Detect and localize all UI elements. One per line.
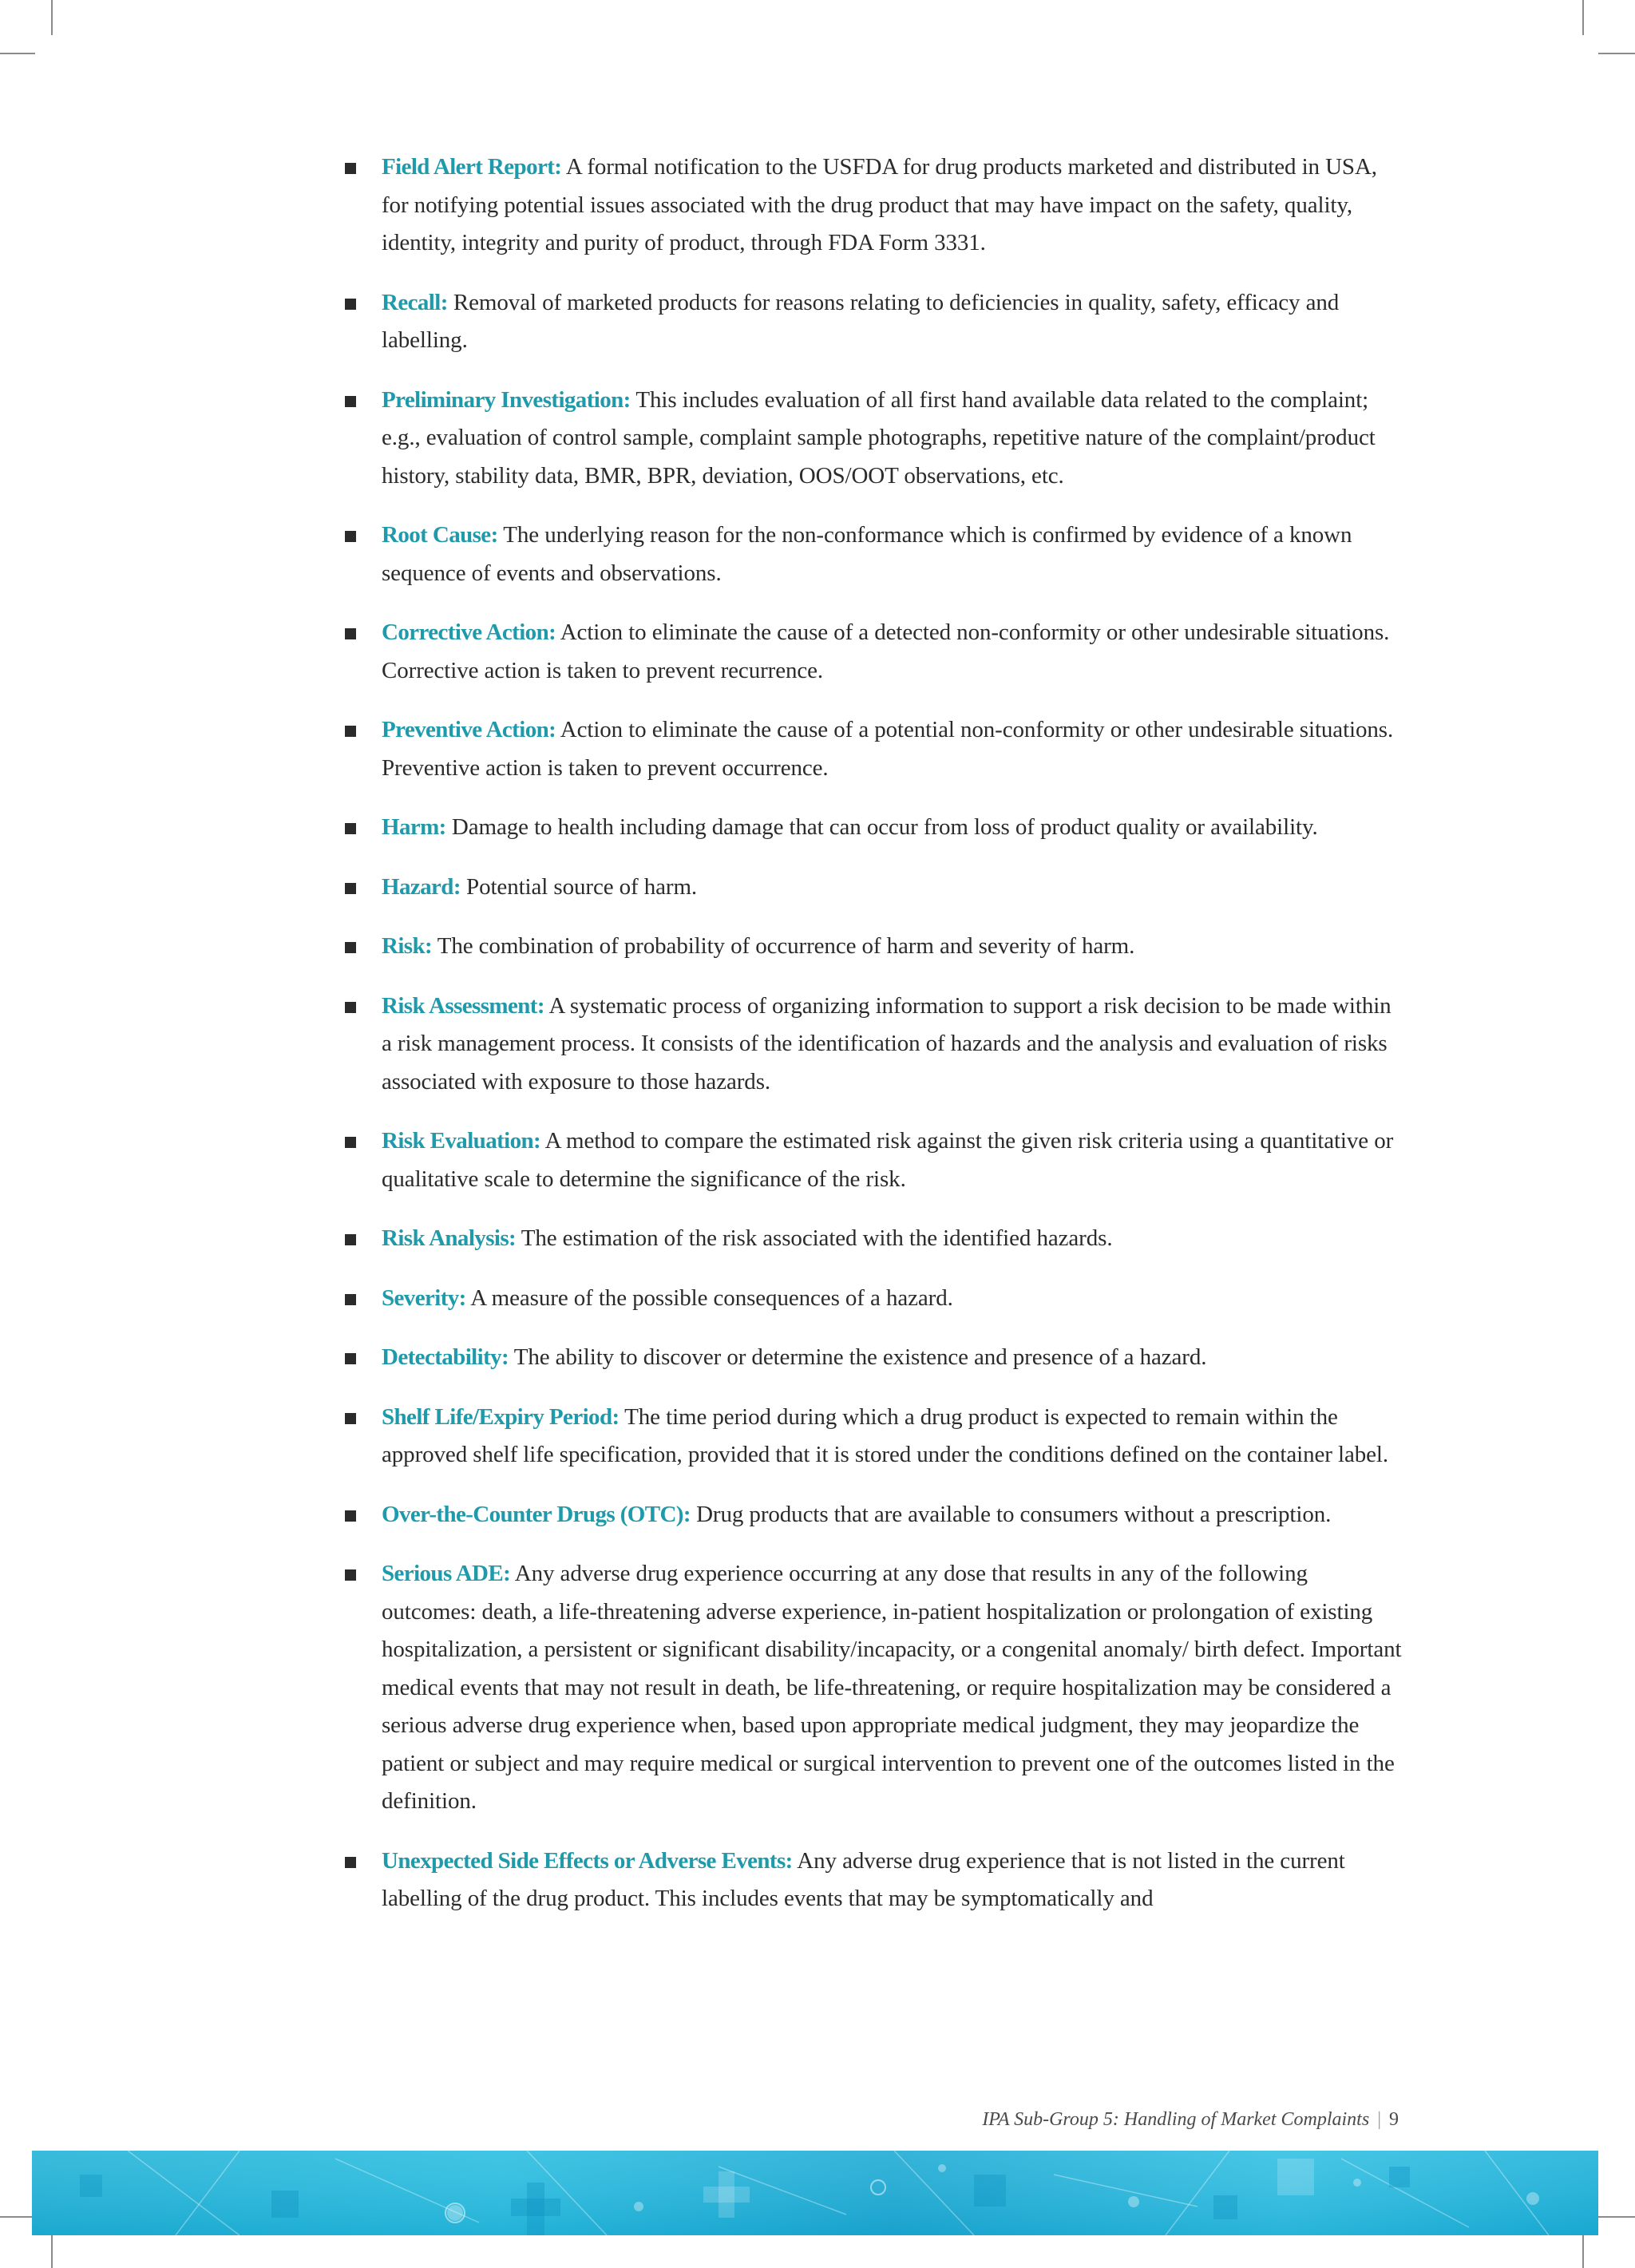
definition-term: Risk: bbox=[382, 933, 433, 959]
definition-item bbox=[342, 614, 1403, 690]
square-bullet-icon bbox=[345, 883, 356, 894]
square-bullet-icon bbox=[345, 531, 356, 542]
square-bullet-icon bbox=[345, 299, 356, 310]
definitions-section bbox=[342, 148, 1403, 1940]
square-bullet-icon bbox=[345, 1002, 356, 1013]
definition-term: Preventive Action: bbox=[382, 717, 556, 742]
definition-item bbox=[342, 1843, 1403, 1918]
decorative-banner bbox=[32, 2151, 1598, 2235]
definition-item bbox=[342, 1220, 1403, 1258]
definition-term: Unexpected Side Effects or Adverse Events: bbox=[382, 1847, 793, 1874]
definition-term: Over-the-Counter Drugs (OTC): bbox=[382, 1501, 691, 1527]
square-bullet-icon bbox=[345, 726, 356, 737]
banner-pattern bbox=[32, 2151, 1598, 2235]
square-bullet-icon bbox=[345, 1137, 356, 1148]
definition-item bbox=[342, 988, 1403, 1102]
footer-title: IPA Sub-Group 5: Handling of Market Complaints bbox=[982, 2109, 1370, 2130]
definition-text: The underlying reason for the non-conformance which is confirmed by evidence of a known sequence of events and observations. bbox=[382, 522, 1352, 586]
definition-item bbox=[342, 809, 1403, 847]
definition-term: Field Alert Report: bbox=[382, 154, 562, 180]
crop-mark bbox=[1598, 2216, 1635, 2218]
definition-item bbox=[342, 1339, 1403, 1377]
definition-item bbox=[342, 711, 1403, 787]
definition-text: The combination of probability of occurrence of harm and severity of harm. bbox=[437, 933, 1135, 959]
square-bullet-icon bbox=[345, 628, 356, 639]
crop-mark bbox=[1598, 53, 1635, 54]
definitions-list bbox=[342, 148, 1403, 1918]
crop-mark bbox=[51, 0, 53, 35]
definition-item bbox=[342, 284, 1403, 360]
footer-separator: | bbox=[1377, 2109, 1381, 2130]
crop-mark bbox=[0, 2216, 35, 2218]
definition-text: The time period during which a drug product is expected to remain within the approved shelf life specification, provided that it is stored under the conditions defined on the container label. bbox=[382, 1403, 1388, 1467]
definition-text: This includes evaluation of all first hand available data related to the complaint; e.g., evaluation of control sample, complaint sample photographs, repetitive nature of the complaint/product history, stability data, BMR, BPR, deviation, OOS/OOT observations, etc. bbox=[382, 386, 1376, 489]
page-number: 9 bbox=[1389, 2109, 1399, 2130]
definition-text: Removal of marketed products for reasons relating to deficiencies in quality, safety, efficacy and labelling. bbox=[382, 289, 1340, 353]
definition-text: A formal notification to the USFDA for drug products marketed and distributed in USA, for notifying potential issues associated with the drug product that may have impact on the safety, quality, identity, integrity and purity of product, through FDA Form 3331. bbox=[382, 154, 1377, 255]
definition-item bbox=[342, 869, 1403, 907]
crop-mark bbox=[0, 53, 35, 54]
definition-term: Risk Evaluation: bbox=[382, 1128, 541, 1154]
definition-term: Detectability: bbox=[382, 1344, 509, 1370]
square-bullet-icon bbox=[345, 1413, 356, 1424]
definition-item bbox=[342, 1122, 1403, 1198]
definition-text: Damage to health including damage that can occur from loss of product quality or availability. bbox=[451, 814, 1318, 840]
square-bullet-icon bbox=[345, 823, 356, 834]
definition-term: Root Cause: bbox=[382, 522, 498, 548]
definition-text: Potential source of harm. bbox=[466, 873, 698, 900]
square-bullet-icon bbox=[345, 163, 356, 174]
crop-mark bbox=[51, 2233, 53, 2268]
definition-text: A measure of the possible consequences of a hazard. bbox=[470, 1284, 953, 1311]
definition-term: Serious ADE: bbox=[382, 1561, 511, 1586]
square-bullet-icon bbox=[345, 1569, 356, 1581]
definition-text: The ability to discover or determine the existence and presence of a hazard. bbox=[513, 1344, 1207, 1370]
definition-term: Recall: bbox=[382, 289, 448, 315]
definition-item bbox=[342, 928, 1403, 966]
definition-text: Any adverse drug experience occurring at any dose that results in any of the following outcomes: death, a life-threatening adverse experience, in-patient hospitalization or prolongation of existing hospitalization, a persistent or significant disability/incapacity, or a congenital anomaly/ birth defect. Important medical events that may not result in death, be life-threatening, or require hospitalization may be considered a serious adverse drug experience when, based upon appropriate medical judgment, they may jeopardize the patient or subject and may require medical or surgical intervention to prevent one of the outcomes listed in the definition. bbox=[382, 1561, 1402, 1814]
square-bullet-icon bbox=[345, 1234, 356, 1245]
definition-text: Action to eliminate the cause of a detected non-conformity or other undesirable situations. Corrective action is taken to prevent recurrence. bbox=[382, 619, 1390, 683]
definition-item bbox=[342, 517, 1403, 592]
definition-term: Severity: bbox=[382, 1284, 466, 1311]
square-bullet-icon bbox=[345, 1510, 356, 1522]
definition-item bbox=[342, 382, 1403, 496]
definition-item bbox=[342, 148, 1403, 263]
definition-text: Action to eliminate the cause of a potential non-conformity or other undesirable situations. Preventive action is taken to prevent occurrence. bbox=[382, 717, 1394, 781]
definition-item bbox=[342, 1399, 1403, 1474]
page-footer bbox=[982, 2109, 1399, 2131]
square-bullet-icon bbox=[345, 1857, 356, 1868]
definition-term: Preliminary Investigation: bbox=[382, 386, 631, 413]
crop-mark bbox=[1582, 0, 1584, 35]
definition-text: Drug products that are available to consumers without a prescription. bbox=[696, 1501, 1332, 1527]
definition-term: Risk Analysis: bbox=[382, 1225, 517, 1251]
square-bullet-icon bbox=[345, 942, 356, 953]
crop-mark bbox=[1582, 2233, 1584, 2268]
definition-text: The estimation of the risk associated with the identified hazards. bbox=[521, 1225, 1113, 1251]
definition-term: Shelf Life/Expiry Period: bbox=[382, 1403, 620, 1430]
definition-term: Risk Assessment: bbox=[382, 992, 544, 1019]
definition-text: A method to compare the estimated risk against the given risk criteria using a quantitative or qualitative scale to determine the significance of the risk. bbox=[382, 1128, 1394, 1192]
definition-term: Corrective Action: bbox=[382, 619, 556, 645]
square-bullet-icon bbox=[345, 396, 356, 407]
definition-item bbox=[342, 1555, 1403, 1821]
definition-text: A systematic process of organizing information to support a risk decision to be made within a risk management process. It consists of the identification of hazards and the analysis and evaluation of risks associated with exposure to those hazards. bbox=[382, 992, 1392, 1094]
square-bullet-icon bbox=[345, 1294, 356, 1305]
definition-term: Harm: bbox=[382, 814, 446, 840]
definition-term: Hazard: bbox=[382, 873, 461, 900]
definition-item bbox=[342, 1496, 1403, 1534]
square-bullet-icon bbox=[345, 1353, 356, 1364]
definition-text: Any adverse drug experience that is not listed in the current labelling of the drug product. This includes events that may be symptomatically and bbox=[382, 1847, 1345, 1911]
definition-item bbox=[342, 1280, 1403, 1318]
